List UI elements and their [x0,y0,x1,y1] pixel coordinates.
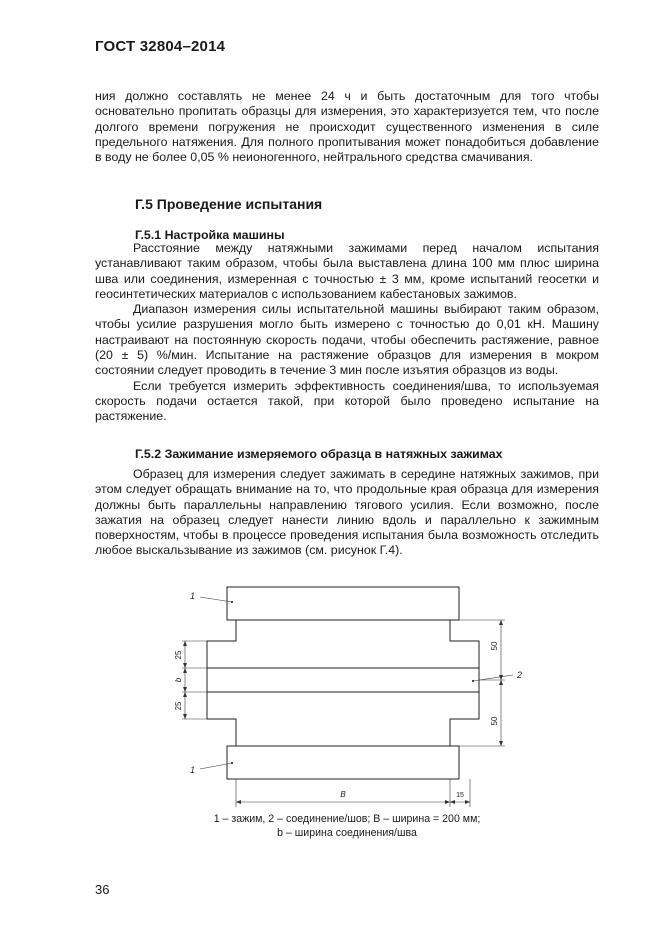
dimension-b: b [174,677,183,683]
subsection-heading-g51: Г.5.1 Настройка машины [135,228,285,242]
paragraph: Диапазон измерения силы испытательной машины выбирают таким образом, чтобы усилие разрушения могло быть измерено с точностью до 0,01 кН. Машину настраивают на постоянную скорость подачи, чтобы обеспечить растяжение, равное (20 ± 5) %/мин. Испытание на растяжение образцов для измерения в мокром состоянии следует проводить в течение 3 мин после изъятия образцов из воды. [95,302,599,378]
subsection-heading-g52: Г.5.2 Зажимание измеряемого образца в натяжных зажимах [135,447,503,461]
dimension-B: B [340,790,346,799]
top-clamp [227,587,459,620]
dimension-50-top: 50 [490,641,499,651]
intro-paragraph: ния должно составлять не менее 24 ч и быть достаточным для того чтобы основательно пропитать образцы для измерения, это характеризуется тем, что после долгого времени погружения не происходит существенного изменения в силе предельного натяжения. Для полного пропитывания может понадобиться добавление в воду не более 0,05 % неионогенного, нейтрального средства смачивания. [95,89,599,165]
document-header: ГОСТ 32804–2014 [95,38,226,55]
paragraph: Если требуется измерить эффективность соединения/шва, то используемая скорость подачи остается такой, при которой было проведено испытание на растяжение. [95,378,599,424]
section-g51-body [95,241,599,425]
specimen-outline [207,620,479,746]
paragraph: Расстояние между натяжными зажимами перед началом испытания устанавливают таким образом, чтобы была выставлена длина 100 мм плюс ширина шва или соединения, измеренная с точностью ± 3 мм, кроме испытаний геосетки и геосинтетических материалов с использованием кабестановых зажимов. [95,241,599,301]
figure-g4 [170,578,540,816]
specimen-diagram [170,578,540,816]
figure-caption [95,813,599,840]
label-seam: 2 [517,670,523,680]
section-g52-body [95,467,599,559]
section-heading-g5: Г.5 Проведение испытания [135,196,323,212]
page-number: 36 [95,882,110,897]
dimension-50-bottom: 50 [490,716,499,726]
caption-line: 1 – зажим, 2 – соединение/шов; B – ширина = 200 мм; [213,813,481,825]
dimension-25-top: 25 [174,650,183,660]
paragraph: Образец для измерения следует зажимать в середине натяжных зажимов, при этом следует обращать внимание на то, что продольные края образца для измерения должны быть параллельны направлению тягового усилия. Если возможно, после зажатия на образец следует нанести линию вдоль и параллельно к зажимным поверхностям, чтобы в процессе проведения испытания была возможность отследить любое выскальзывание из зажимов (см. рисунок Г.4). [95,467,599,558]
dimension-25-bottom: 25 [174,701,183,711]
dimension-15: 15 [456,792,464,799]
bottom-clamp [227,746,459,779]
label-clamp-top: 1 [190,591,196,601]
caption-line: b – ширина соединения/шва [277,826,417,839]
label-clamp-bottom: 1 [190,765,196,775]
